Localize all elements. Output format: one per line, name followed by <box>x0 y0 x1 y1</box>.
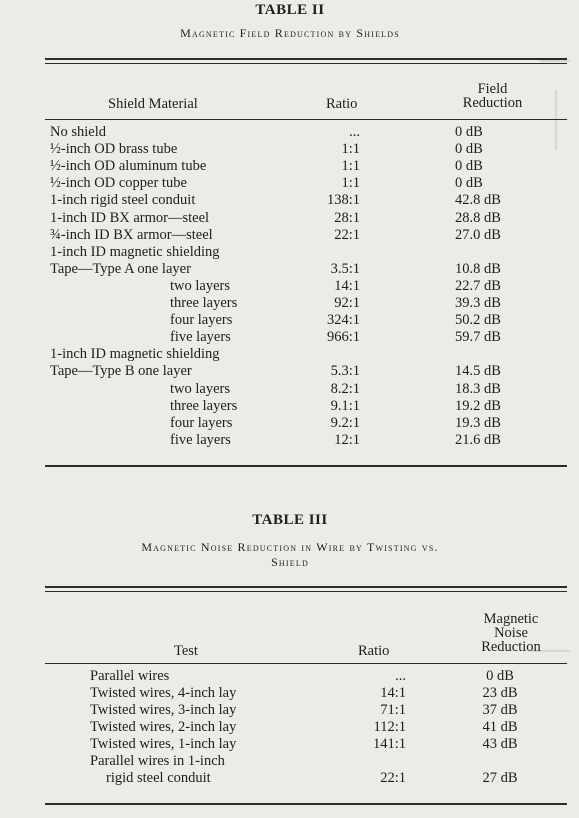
table2-top-rule-2 <box>45 63 567 64</box>
table2-row <box>0 141 579 158</box>
ratio-cell: 22:1 <box>380 770 406 786</box>
label-cell: three layers <box>170 295 238 311</box>
table2-title: TABLE II <box>255 2 325 18</box>
ratio-cell: 966:1 <box>326 329 360 346</box>
reduction-cell: 0 dB <box>486 668 514 684</box>
ratio-cell: 14:1 <box>380 685 406 701</box>
table3-header-reduction-line1: Magnetic <box>483 611 539 627</box>
ratio-cell: 112:1 <box>373 719 406 735</box>
label-cell: rigid steel conduit <box>106 770 211 786</box>
label-cell: Parallel wires <box>90 668 170 684</box>
label-cell: five layers <box>170 431 231 448</box>
table2-row <box>0 175 579 192</box>
label-cell: five layers <box>170 329 231 346</box>
table3-row <box>0 702 579 719</box>
reduction-cell: 27.0 dB <box>455 226 501 243</box>
reduction-cell: 27 dB <box>482 770 518 786</box>
table2-header-ratio: Ratio <box>326 96 358 112</box>
reduction-cell: 41 dB <box>482 719 518 735</box>
label-cell: four layers <box>170 414 233 431</box>
reduction-cell: 59.7 dB <box>455 329 501 346</box>
ratio-cell: 138:1 <box>326 192 360 209</box>
table2-header-reduction-line1: Field <box>477 81 508 97</box>
table3-row <box>0 770 579 787</box>
ratio-cell: 5.3:1 <box>330 363 360 380</box>
table2-row <box>0 398 579 415</box>
label-cell: three layers <box>170 397 238 414</box>
table3-header-ratio: Ratio <box>358 643 390 659</box>
table2-subtitle: Magnetic Field Reduction by Shields <box>180 26 400 40</box>
table2-row <box>0 261 579 278</box>
reduction-cell: 39.3 dB <box>455 295 501 311</box>
table2-row <box>0 381 579 398</box>
table3-header-rule <box>45 663 567 664</box>
ratio-cell: 9.1:1 <box>330 397 360 414</box>
label-cell: four layers <box>170 312 233 329</box>
ratio-cell: 1:1 <box>341 141 360 158</box>
reduction-cell: 0 dB <box>455 175 483 192</box>
reduction-cell: 0 dB <box>455 124 483 140</box>
reduction-cell: 19.2 dB <box>455 397 501 414</box>
show-through-mark <box>540 60 570 62</box>
table2-top-rule <box>45 58 567 60</box>
table2-row <box>0 363 579 380</box>
reduction-cell: 10.8 dB <box>455 260 501 277</box>
ratio-cell: 1:1 <box>341 175 360 192</box>
table2-row <box>0 210 579 227</box>
label-cell: Tape—Type B one layer <box>50 363 192 380</box>
table2-row <box>0 312 579 329</box>
reduction-cell: 43 dB <box>482 736 518 752</box>
ratio-cell: 9.2:1 <box>330 414 360 431</box>
table3-row <box>0 753 579 770</box>
label-cell: 1-inch ID BX armor—steel <box>50 209 210 226</box>
table3-subtitle-line2: Shield <box>271 555 309 569</box>
reduction-cell: 37 dB <box>482 702 518 718</box>
reduction-cell: 22.7 dB <box>455 277 501 294</box>
table3-header-reduction-line2: Noise <box>494 625 528 641</box>
reduction-cell: 21.6 dB <box>455 431 501 448</box>
reduction-cell: 14.5 dB <box>455 363 501 380</box>
ratio-cell: 28:1 <box>334 209 360 226</box>
ratio-cell: ... <box>349 124 360 140</box>
table3-header-reduction <box>462 612 560 654</box>
ratio-cell: 1:1 <box>341 158 360 175</box>
ratio-cell: 12:1 <box>334 431 360 448</box>
table3-row <box>0 685 579 702</box>
ratio-cell: 8.2:1 <box>330 380 360 397</box>
reduction-cell: 28.8 dB <box>455 209 501 226</box>
table3-header-test: Test <box>174 643 198 659</box>
table3-top-rule-2 <box>45 591 567 592</box>
reduction-cell: 42.8 dB <box>455 192 501 209</box>
table3-row <box>0 719 579 736</box>
table2-row <box>0 244 579 261</box>
table3-top-rule <box>45 586 567 588</box>
label-cell: Twisted wires, 2-inch lay <box>90 719 237 735</box>
label-cell: Tape—Type A one layer <box>50 260 191 277</box>
table2-bottom-rule <box>45 465 567 467</box>
reduction-cell: 0 dB <box>455 158 483 175</box>
reduction-cell: 18.3 dB <box>455 380 501 397</box>
table2-row <box>0 329 579 346</box>
table2-row <box>0 432 579 449</box>
label-cell: 1-inch rigid steel conduit <box>50 192 196 209</box>
label-cell: ½-inch OD aluminum tube <box>50 158 207 175</box>
reduction-cell: 19.3 dB <box>455 414 501 431</box>
label-cell: ½-inch OD brass tube <box>50 141 178 158</box>
reduction-cell: 0 dB <box>455 141 483 158</box>
label-cell: 1-inch ID magnetic shielding <box>50 346 220 363</box>
table2-header-reduction-line2: Reduction <box>462 95 523 111</box>
ratio-cell: 22:1 <box>334 226 360 243</box>
label-cell: Twisted wires, 4-inch lay <box>90 685 237 701</box>
table2-header-material: Shield Material <box>108 96 198 112</box>
label-cell: Twisted wires, 1-inch lay <box>90 736 237 752</box>
label-cell: 1-inch ID magnetic shielding <box>50 243 220 260</box>
ratio-cell: ... <box>395 668 406 684</box>
table3-row <box>0 668 579 685</box>
reduction-cell: 50.2 dB <box>455 312 501 329</box>
label-cell: ¾-inch ID BX armor—steel <box>50 226 213 243</box>
ratio-cell: 3.5:1 <box>330 260 360 277</box>
ratio-cell: 141:1 <box>372 736 406 752</box>
table2-row <box>0 227 579 244</box>
table2-header-rule <box>45 119 567 120</box>
label-cell: two layers <box>170 380 230 397</box>
ratio-cell: 324:1 <box>326 312 360 329</box>
label-cell: two layers <box>170 277 230 294</box>
table3-row <box>0 736 579 753</box>
reduction-cell: 23 dB <box>482 685 518 701</box>
ratio-cell: 14:1 <box>334 277 360 294</box>
table2-row <box>0 415 579 432</box>
label-cell: Twisted wires, 3-inch lay <box>90 702 237 718</box>
ratio-cell: 71:1 <box>380 702 406 718</box>
table2-row <box>0 192 579 209</box>
table2-row <box>0 346 579 363</box>
table2-row <box>0 158 579 175</box>
table2-row <box>0 124 579 141</box>
table2-row <box>0 295 579 312</box>
table3-header-reduction-line3: Reduction <box>481 639 541 655</box>
table2-row <box>0 278 579 295</box>
label-cell: No shield <box>50 124 106 140</box>
label-cell: ½-inch OD copper tube <box>50 175 187 192</box>
label-cell: Parallel wires in 1-inch <box>90 753 225 769</box>
ratio-cell: 92:1 <box>334 295 360 311</box>
table3-subtitle-line1: Magnetic Noise Reduction in Wire by Twisting vs. <box>141 540 439 554</box>
table2-header-reduction <box>445 82 540 110</box>
table3-title: TABLE III <box>252 512 328 528</box>
table3-bottom-rule <box>45 803 567 805</box>
